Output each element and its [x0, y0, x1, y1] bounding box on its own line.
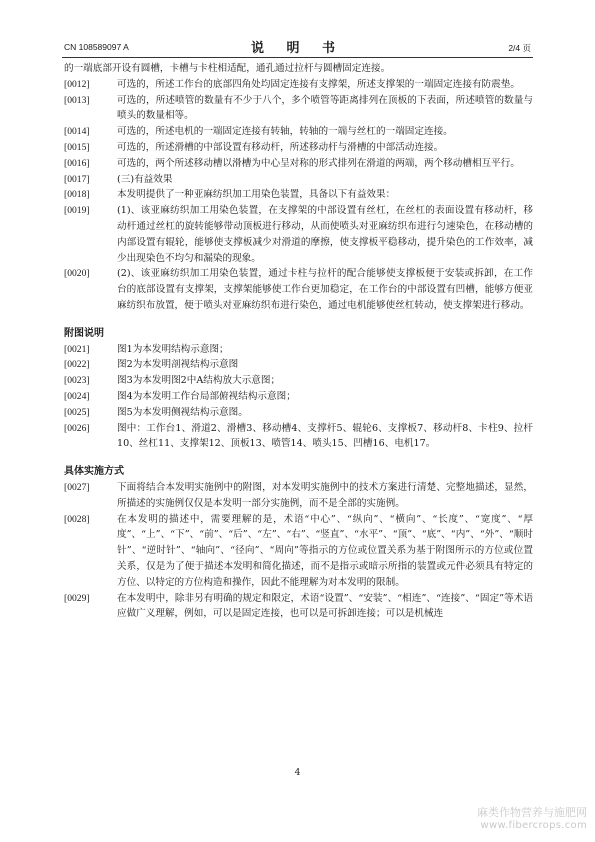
publication-number: CN 108589097 A: [64, 42, 129, 52]
paragraph: [64, 77, 533, 93]
lead-continuation-text: 的一端底部开设有圆槽，卡槽与卡柱相适配，通孔通过拉杆与圆槽固定连接。: [64, 63, 391, 74]
paragraph: [64, 187, 533, 203]
paragraph-number: [0012]: [64, 78, 90, 90]
paragraph-text: 可选的，所述滑槽的中部设置有移动杆，所述移动杆与滑槽的中部活动连接。: [117, 141, 444, 153]
document-title: 说 明 书: [250, 41, 345, 56]
paragraph: [64, 156, 533, 172]
paragraph: [64, 124, 533, 140]
paragraph-number: [0015]: [64, 141, 90, 153]
paragraph-text: 图中：工作台1、滑道2、滑槽3、移动槽4、支撑杆5、辊轮6、支撑板7、移动杆8、卡柱9、拉杆10、丝杠11、支撑架12、顶板13、喷管14、喷头15、凹槽16、电机17。: [117, 422, 533, 450]
paragraph-number: [0023]: [64, 375, 90, 387]
paragraph-number: [0014]: [64, 126, 90, 138]
paragraph-text: 在本发明的描述中，需要理解的是，术语“中心”、“纵向”、“横向”、“长度”、“宽度”、“厚度”、“上”、“下”、“前”、“后”、“左”、“右”、“竖直”、“水平”、“顶”、“底”、“内”、“外”、“顺时针”、“逆时针”、“轴向”、“径向”、“周向”等指示的方位或位置关系为基于附图所示的方位或位置关系，仅是为了便于描述本发明和简化描述，而不是指示或暗示所指的装置或元件必须具有特定的方位、以特定的方位构造和操作，因此不能理解为对本发明的限制。: [117, 513, 533, 588]
section-heading-embodiment: 具体实施方式: [64, 466, 124, 478]
paragraph: [64, 93, 533, 125]
paragraph-text: 图1为本发明结构示意图；: [117, 343, 229, 355]
paragraph-number: [0024]: [64, 390, 90, 402]
paragraph-number: [0027]: [64, 481, 90, 493]
paragraph-number: [0026]: [64, 422, 90, 434]
paragraph-number: [0019]: [64, 205, 90, 217]
paragraph-number: [0017]: [64, 173, 90, 185]
paragraph: [64, 266, 533, 313]
paragraph: [64, 373, 533, 389]
section-gap: [64, 314, 533, 326]
paragraph: [64, 342, 533, 358]
watermark-site-name: 麻类作物营养与施肥网: [477, 806, 587, 819]
paragraph-number: [0013]: [64, 94, 90, 106]
page-header: [64, 36, 531, 54]
paragraph-number: [0022]: [64, 359, 90, 371]
page-number: 4: [294, 768, 301, 778]
paragraph-text: 可选的，所述喷管的数量有不少于八个，多个喷管等距离排列在顶板的下表面，所述喷管的数量与喷头的数量相等。: [117, 94, 533, 122]
paragraph: [64, 421, 533, 453]
paragraph-group-embodiment: [64, 480, 533, 622]
paragraph: [64, 480, 533, 512]
paragraph-group-beneficial-effects: [64, 77, 533, 314]
section-heading-figures: 附图说明: [64, 327, 104, 339]
section-gap: [64, 452, 533, 464]
paragraph-text: 图3为本发明图2中A结构放大示意图；: [117, 375, 281, 387]
paragraph-text: 可选的，所述工作台的底部四角处均固定连接有支撑架，所述支撑架的一端固定连接有防震垫。: [117, 78, 520, 90]
paragraph-number: [0029]: [64, 592, 90, 604]
paragraph-text: (三)有益效果: [117, 173, 173, 185]
paragraph-number: [0021]: [64, 343, 90, 355]
paragraph: [64, 140, 533, 156]
paragraph-number: [0020]: [64, 268, 90, 280]
watermark-url: www.fibercrops.com: [480, 820, 587, 831]
paragraph-number: [0016]: [64, 157, 90, 169]
paragraph-number: [0018]: [64, 189, 90, 201]
paragraph: [64, 512, 533, 591]
paragraph: [64, 172, 533, 188]
header-rule: [62, 57, 533, 58]
paragraph: [64, 405, 533, 421]
watermark: [477, 806, 587, 832]
paragraph: [64, 591, 533, 623]
paragraph-text: 图2为本发明剖视结构示意图: [117, 359, 239, 371]
paragraph-text: 本发明提供了一种亚麻纺织加工用染色装置，具备以下有益效果：: [117, 189, 396, 201]
paragraph-text: (2)、该亚麻纺织加工用染色装置，通过卡柱与拉杆的配合能够使支撑板便于安装或拆卸，在工作台的底部设置有支撑架，支撑架能够使工作台更加稳定，在工作台的中部设置有凹槽，能够方便亚麻纺织布放置，便于喷头对亚麻纺织布进行染色，通过电机能够使丝杠转动，使支撑架进行移动。: [117, 268, 533, 311]
paragraph-text: 图4为本发明工作台局部俯视结构示意图；: [117, 390, 296, 402]
paragraph-text: 可选的，两个所述移动槽以滑槽为中心呈对称的形式排列在滑道的两端，两个移动槽相互平行。: [117, 157, 520, 169]
paragraph-number: [0028]: [64, 513, 90, 525]
paragraph: [64, 357, 533, 373]
page-index: 2/4 页: [508, 43, 531, 53]
paragraph: [64, 389, 533, 405]
paragraph: [64, 203, 533, 266]
paragraph-text: 下面将结合本发明实施例中的附图，对本发明实施例中的技术方案进行清楚、完整地描述，显然，所描述的实施例仅仅是本发明一部分实施例，而不是全部的实施例。: [117, 481, 533, 509]
paragraph-text: 图5为本发明侧视结构示意图。: [117, 406, 248, 418]
paragraph-number: [0025]: [64, 406, 90, 418]
paragraph-text: 在本发明中，除非另有明确的规定和限定，术语“设置”、“安装”、“相连”、“连接”、“固定”等术语应做广义理解，例如，可以是固定连接，也可以是可拆卸连接；可以是机械连: [117, 592, 533, 620]
paragraph-group-figures: [64, 342, 533, 453]
paragraph-text: (1)、该亚麻纺织加工用染色装置，在支撑架的中部设置有丝杠，在丝杠的表面设置有移动杆，移动杆通过丝杠的旋转能够带动顶板进行移动，从而使喷头对亚麻纺织布进行匀速染色，在移动槽的内部设置有辊轮，能够使支撑板减少对滑道的摩擦，使支撑板平稳移动，提升染色的工作效率，减少出现染色不均匀和漏染的现象。: [117, 205, 533, 264]
paragraph-text: 可选的，所述电机的一端固定连接有转轴，转轴的一端与丝杠的一端固定连接。: [117, 126, 453, 138]
document-body: [64, 61, 533, 622]
